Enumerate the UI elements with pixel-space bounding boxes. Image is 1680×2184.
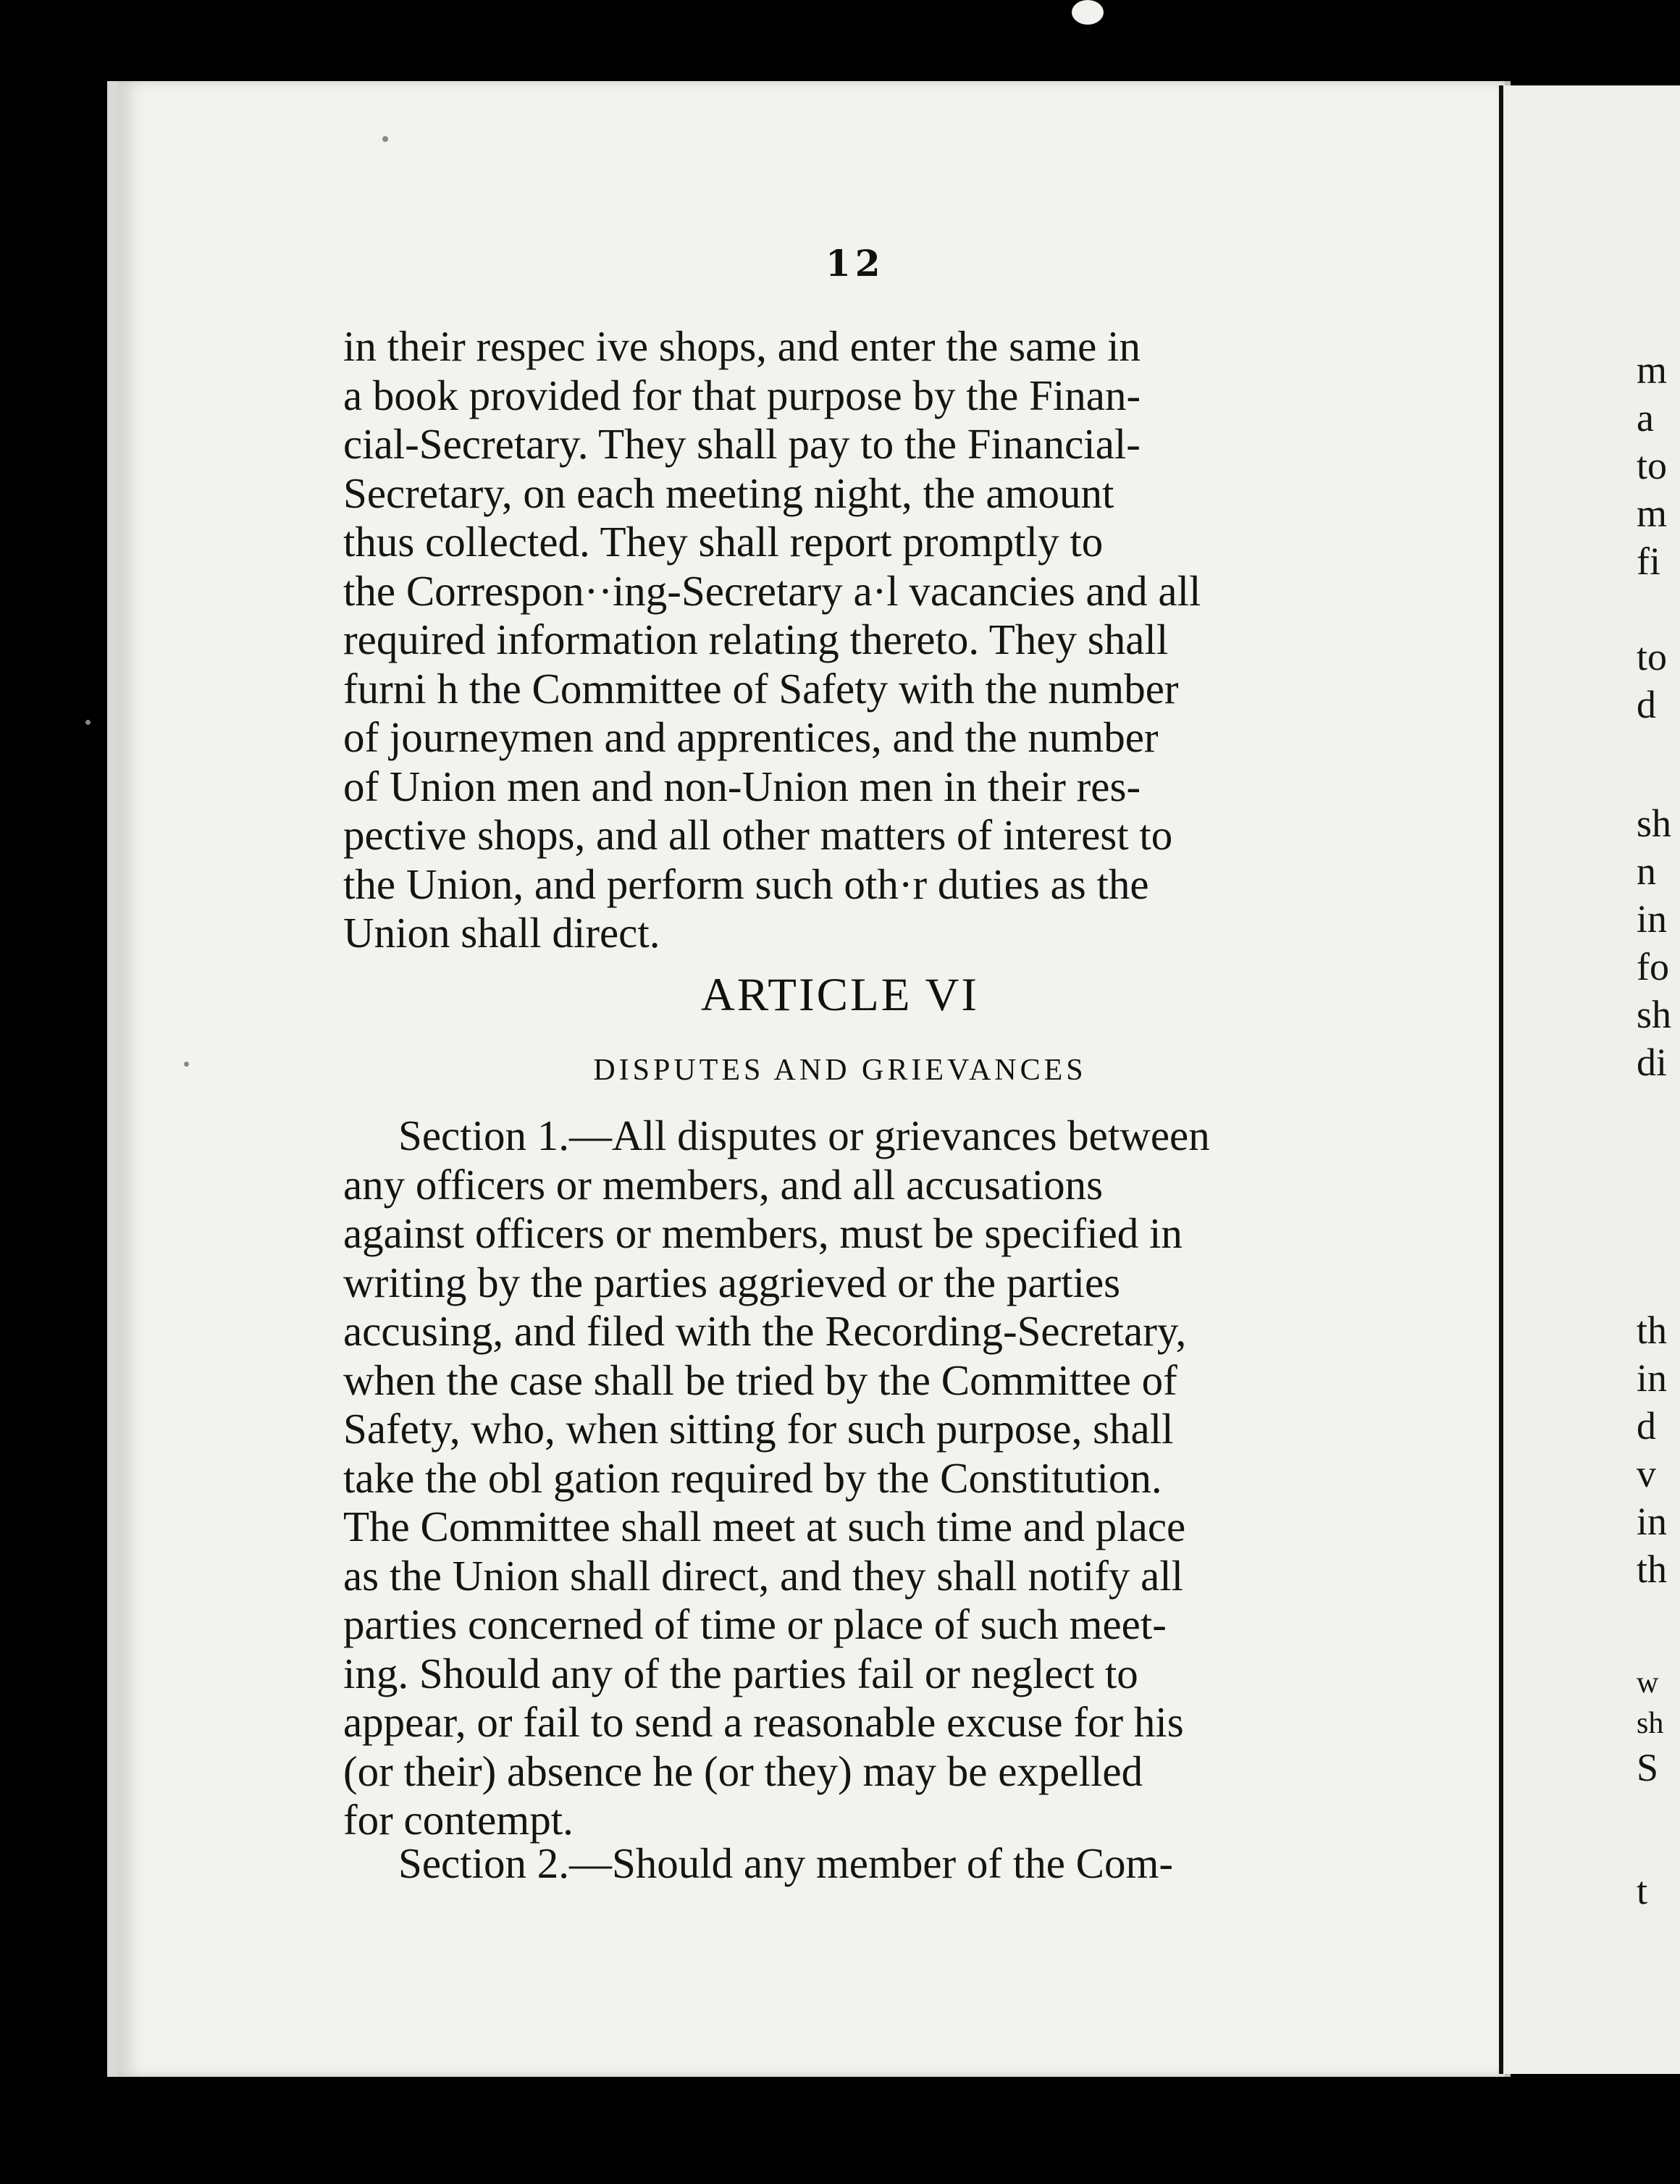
facing-page-fragment: sh	[1637, 802, 1672, 845]
facing-page-fragment: v	[1637, 1452, 1656, 1495]
text-line: required information relating thereto. They shall	[343, 616, 1169, 663]
text-line: thus collected. They shall report promptly to	[343, 518, 1104, 566]
text-line: the Correspon··ing-Secretary a·l vacancies and all	[343, 566, 1201, 615]
section-1-paragraph	[343, 1112, 1367, 1845]
dust-speck	[85, 720, 91, 725]
article-subtitle: DISPUTES AND GRIEVANCES	[593, 1054, 1087, 1087]
facing-page-fragment: w	[1637, 1666, 1659, 1700]
facing-page-fragment: th	[1637, 1547, 1668, 1591]
text-line: parties concerned of time or place of such meet-	[343, 1600, 1167, 1648]
page-number: 12	[826, 242, 885, 285]
facing-page-fragment: to	[1637, 444, 1668, 487]
facing-page-fragment: d	[1637, 683, 1656, 726]
facing-page-fragment: sh	[1637, 993, 1672, 1036]
facing-page-fragment: in	[1637, 897, 1668, 941]
text-line: writing by the parties aggrieved or the parties	[343, 1258, 1121, 1306]
scan-blot	[1072, 0, 1104, 25]
facing-page-fragment: S	[1637, 1746, 1659, 1789]
facing-page-fragment: m	[1637, 348, 1668, 392]
text-line: the Union, and perform such oth·r duties as the	[343, 860, 1149, 908]
text-line: Section 2.—Should any member of the Com-	[398, 1839, 1174, 1887]
text-line: pective shops, and all other matters of interest to	[343, 811, 1173, 859]
text-line: take the obl gation required by the Constitution.	[343, 1453, 1162, 1502]
facing-page-fragment: m	[1637, 492, 1668, 535]
facing-page-fragment: a	[1637, 396, 1654, 440]
facing-page-fragment: sh	[1637, 1707, 1664, 1740]
text-line: as the Union shall direct, and they shall notify all	[343, 1551, 1184, 1600]
text-line: of Union men and non-Union men in their res-	[343, 762, 1141, 810]
text-line: Section 1.—All disputes or grievances between	[398, 1112, 1210, 1159]
text-line: when the case shall be tried by the Committee of	[343, 1356, 1177, 1404]
text-line: (or their) absence he (or they) may be expelled	[343, 1747, 1143, 1795]
text-line: appear, or fail to send a reasonable excuse for his	[343, 1698, 1184, 1746]
text-line: against officers or members, must be specified in	[343, 1209, 1183, 1257]
dust-speck	[382, 136, 388, 142]
text-line: cial-Secretary. They shall pay to the Financial-	[343, 420, 1141, 468]
facing-page-fragment: fo	[1637, 945, 1669, 988]
continuation-paragraph	[343, 322, 1367, 958]
text-line: ing. Should any of the parties fail or neglect to	[343, 1649, 1138, 1697]
facing-page-fragment: d	[1637, 1404, 1656, 1448]
article-title: ARTICLE VI	[700, 969, 980, 1021]
facing-page-fragment: fi	[1637, 539, 1660, 583]
text-line: furni h the Committee of Safety with the number	[343, 664, 1179, 713]
facing-page-fragment: n	[1637, 849, 1656, 893]
text-line: Secretary, on each meeting night, the amount	[343, 469, 1114, 517]
text-line: of journeymen and apprentices, and the number	[343, 713, 1159, 761]
text-line: any officers or members, and all accusations	[343, 1160, 1104, 1209]
text-line: in their respec ive shops, and enter the same in	[343, 322, 1141, 370]
facing-page-fragment: to	[1637, 635, 1668, 679]
section-2-paragraph	[343, 1839, 1367, 1889]
facing-page-fragment: th	[1637, 1309, 1668, 1352]
text-line: a book provided for that purpose by the Finan-	[343, 371, 1141, 419]
text-line: The Committee shall meet at such time and place	[343, 1503, 1186, 1550]
facing-page-fragment: in	[1637, 1356, 1668, 1400]
text-line: Safety, who, when sitting for such purpose, shall	[343, 1405, 1174, 1453]
facing-page-fragment: t	[1637, 1869, 1648, 1912]
facing-page-fragment: di	[1637, 1041, 1668, 1084]
facing-page-fragment: in	[1637, 1500, 1668, 1543]
text-line: accusing, and filed with the Recording-Secretary,	[343, 1307, 1187, 1355]
text-line: for contempt.	[343, 1796, 574, 1844]
text-line: Union shall direct.	[343, 909, 660, 957]
